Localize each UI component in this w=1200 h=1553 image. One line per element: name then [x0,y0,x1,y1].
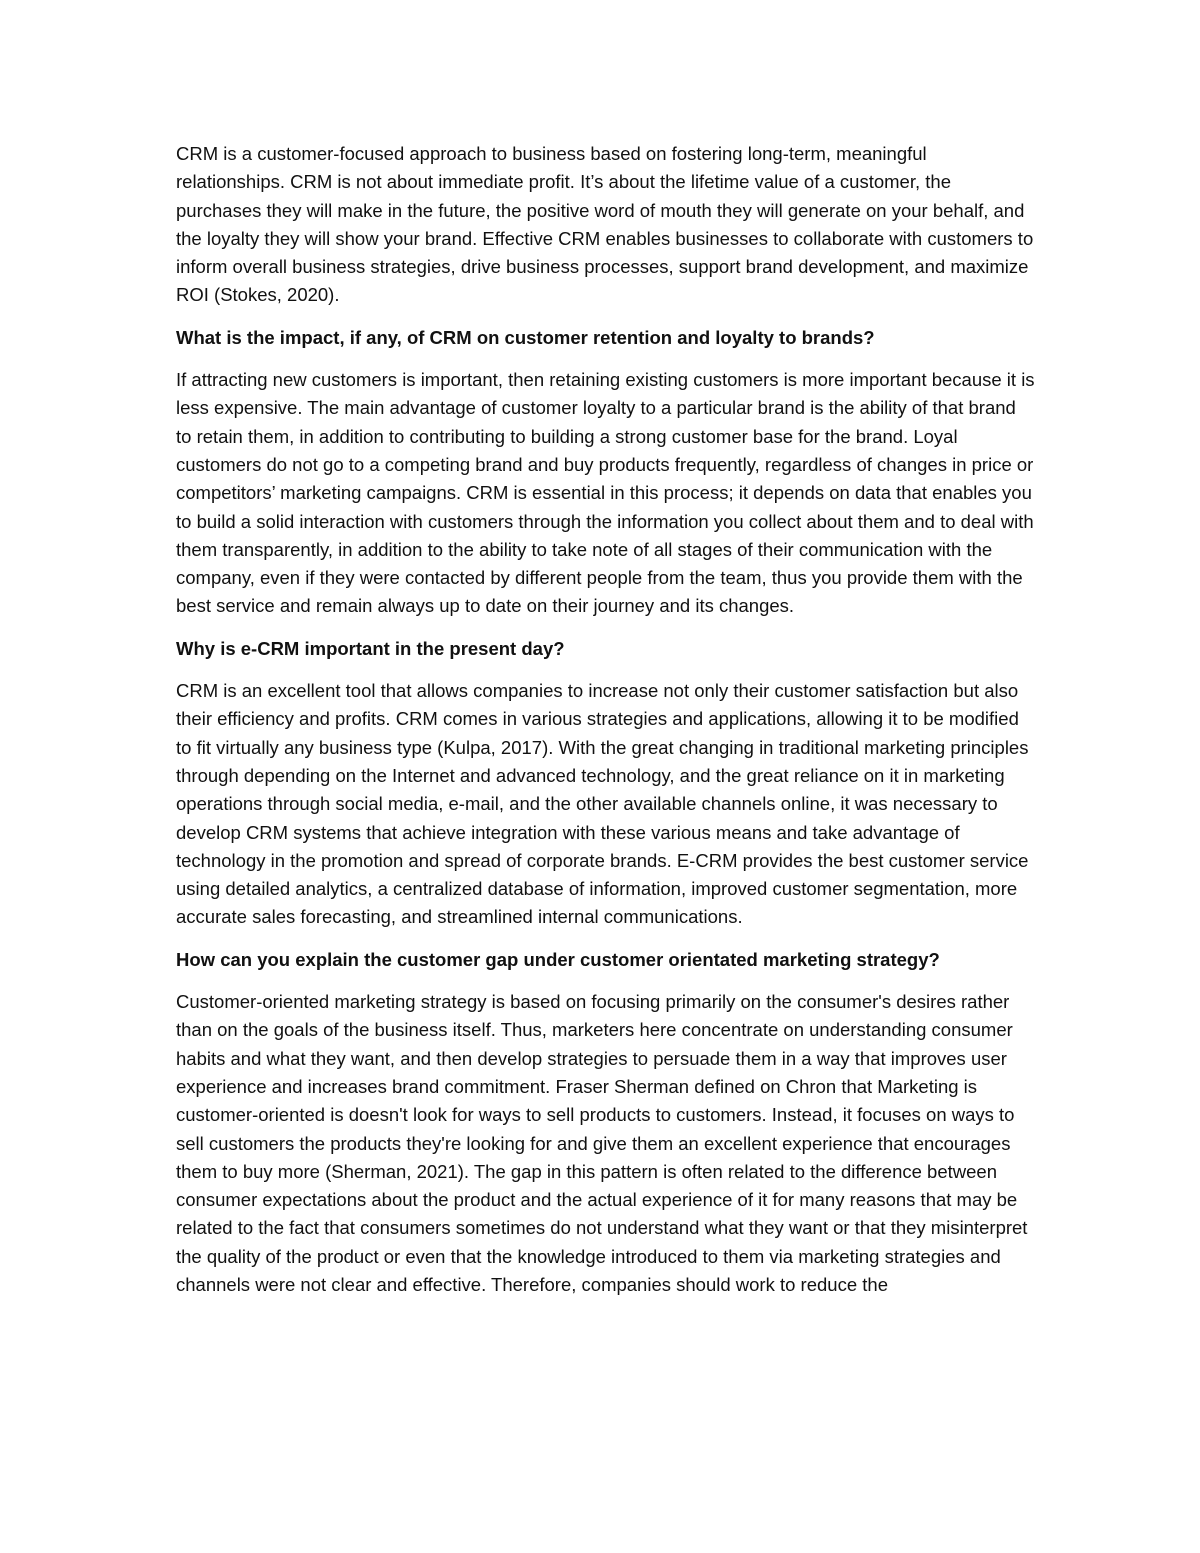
paragraph-ecrm: CRM is an excellent tool that allows companies to increase not only their customer satisfaction but also their efficiency and profits. CRM comes in various strategies and applications, allowing it to be modified to fit virtually any business type (Kulpa, 2017). With the great changing in traditional marketing principles through depending on the Internet and advanced technology, and the great reliance on it in marketing operations through social media, e-mail, and the other available channels online, it was necessary to develop CRM systems that achieve integration with these various means and take advantage of technology in the promotion and spread of corporate brands. E-CRM provides the best customer service using detailed analytics, a centralized database of information, improved customer segmentation, more accurate sales forecasting, and streamlined internal communications. [176,680,1029,928]
heading-customer-gap: How can you explain the customer gap under customer orientated marketing strategy? [176,948,940,970]
paragraph-customer-gap: Customer-oriented marketing strategy is based on focusing primarily on the consumer's desires rather than on the goals of the business itself. Thus, marketers here concentrate on understanding consumer habits and what they want, and then develop strategies to persuade them in a way that improves user experience and increases brand commitment. Fraser Sherman defined on Chron that Marketing is customer-oriented is doesn't look for ways to sell products to customers. Instead, it focuses on ways to sell customers the products they're looking for and give them an excellent experience that encourages them to buy more (Sherman, 2021). The gap in this pattern is often related to the difference between consumer expectations about the product and the actual experience of it for many reasons that may be related to the fact that consumers sometimes do not understand what they want or that they misinterpret the quality of the product or even that the knowledge introduced to them via marketing strategies and channels were not clear and effective. Therefore, companies should work to reduce the [176,991,1028,1295]
heading-ecrm-importance: Why is e-CRM important in the present day? [176,637,565,659]
document-body [176,140,1036,1313]
paragraph-intro: CRM is a customer-focused approach to business based on fostering long-term, meaningful relationships. CRM is not about immediate profit. It’s about the lifetime value of a customer, the purchases they will make in the future, the positive word of mouth they will generate on your behalf, and the loyalty they will show your brand. Effective CRM enables businesses to collaborate with customers to inform overall business strategies, drive business processes, support brand development, and maximize ROI (Stokes, 2020). [176,143,1034,306]
heading-crm-retention-loyalty: What is the impact, if any, of CRM on customer retention and loyalty to brands? [176,326,875,348]
paragraph-retention: If attracting new customers is important, then retaining existing customers is more important because it is less expensive. The main advantage of customer loyalty to a particular brand is the ability of that brand to retain them, in addition to contributing to building a strong customer base for the brand. Loyal customers do not go to a competing brand and buy products frequently, regardless of changes in price or competitors’ marketing campaigns. CRM is essential in this process; it depends on data that enables you to build a solid interaction with customers through the information you collect about them and to deal with them transparently, in addition to the ability to take note of all stages of their communication with the company, even if they were contacted by different people from the team, thus you provide them with the best service and remain always up to date on their journey and its changes. [176,369,1035,617]
